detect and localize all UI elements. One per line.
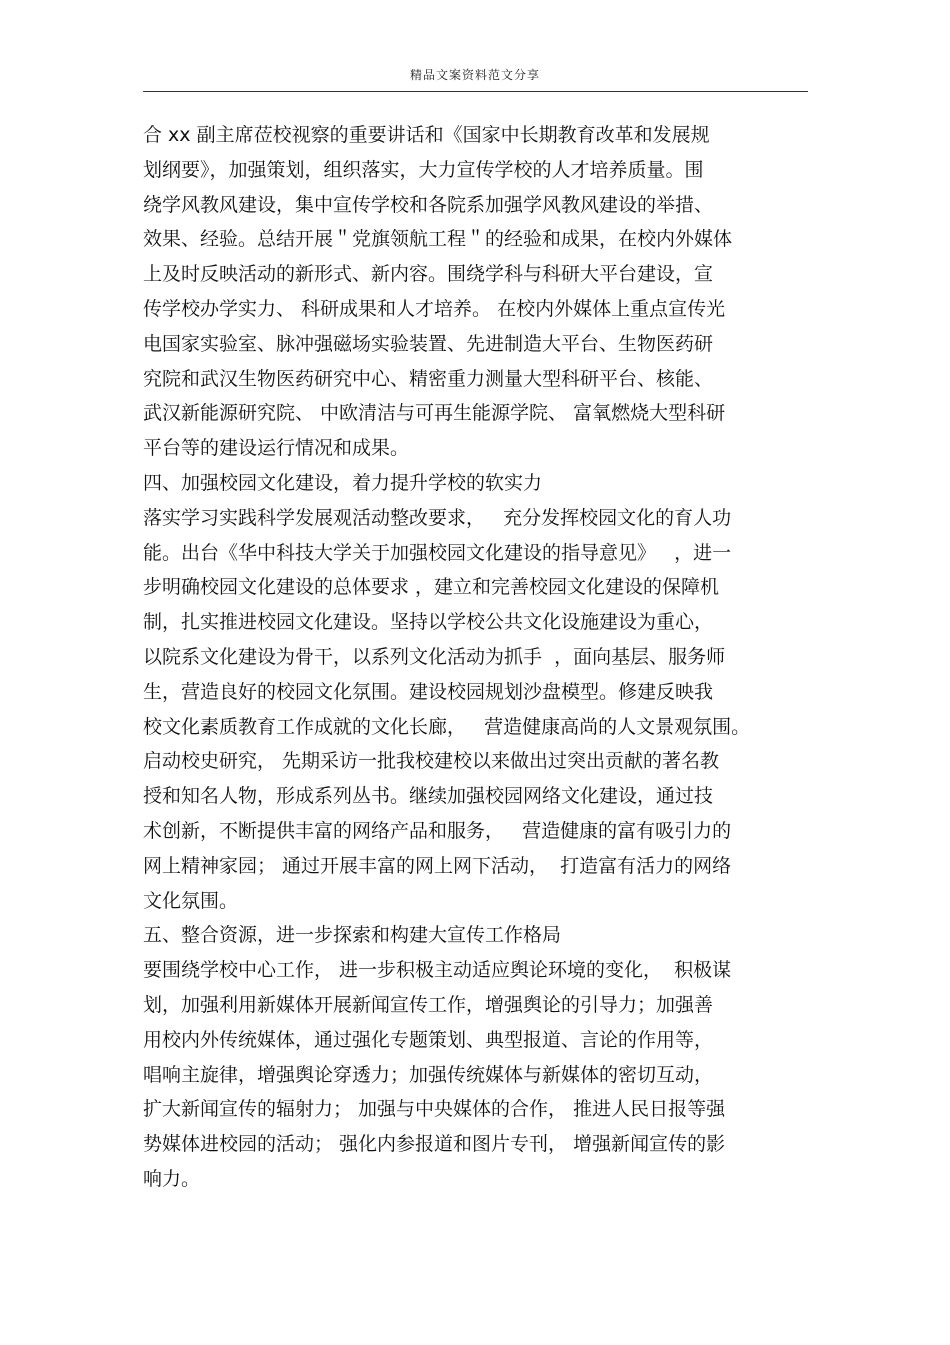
text-line: 效果、经验。总结开展＂党旗领航工程＂的经验和成果，在校内外媒体 [143, 228, 733, 251]
text-line: 扩大新闻宣传的辐射力； 加强与中央媒体的合作， 推进人民日报等强 [143, 1098, 726, 1121]
text-line: 网上精神家园； 通过开展丰富的网上网下活动， 打造富有活力的网络 [143, 854, 732, 877]
text-line: 授和知名人物，形成系列丛书。继续加强校园网络文化建设，通过技 [143, 785, 714, 808]
text-line: 启动校史研究， 先期采访一批我校建校以来做出过突出贡献的著名教 [143, 750, 720, 773]
section-heading: 五、整合资源，进一步探索和构建大宣传工作格局 [143, 924, 562, 947]
text-line: 平台等的建设运行情况和成果。 [143, 437, 410, 460]
document-body [143, 118, 813, 1197]
text-line: 上及时反映活动的新形式、新内容。围绕学科与科研大平台建设，宣 [143, 263, 714, 286]
text-line: 校文化素质教育工作成就的文化长廊， 营造健康高尚的人文景观氛围。 [143, 715, 751, 738]
text-line: 传学校办学实力、 科研成果和人才培养。 在校内外媒体上重点宣传光 [143, 297, 726, 320]
text-line: 划纲要》，加强策划，组织落实，大力宣传学校的人才培养质量。围 [143, 158, 704, 181]
section-heading: 四、加强校园文化建设，着力提升学校的软实力 [143, 471, 543, 494]
text-line: 合 xx 副主席莅校视察的重要讲话和《国家中长期教育改革和发展规 [143, 124, 710, 146]
text-line: 文化氛围。 [143, 889, 239, 912]
text-line: 以院系文化建设为骨干，以系列文化活动为抓手 ，面向基层、服务师 [143, 645, 726, 668]
text-line: 绕学风教风建设，集中宣传学校和各院系加强学风教风建设的举措、 [143, 193, 714, 216]
text-line: 电国家实验室、脉冲强磁场实验装置、先进制造大平台、生物医药研 [143, 332, 714, 355]
page-header-title: 精品文案资料范文分享 [409, 68, 540, 82]
text-line: 术创新，不断提供丰富的网络产品和服务， 营造健康的富有吸引力的 [143, 819, 732, 842]
text-line: 划，加强利用新媒体开展新闻宣传工作，增强舆论的引导力；加强善 [143, 993, 714, 1016]
header-divider [143, 91, 808, 92]
text-line: 唱响主旋律，增强舆论穿透力；加强传统媒体与新媒体的密切互动， [143, 1063, 714, 1086]
text-line: 用校内外传统媒体，通过强化专题策划、典型报道、言论的作用等， [143, 1028, 714, 1051]
text-line: 响力。 [143, 1167, 201, 1190]
text-line: 落实学习实践科学发展观活动整改要求， 充分发挥校园文化的育人功 [143, 506, 732, 529]
text-line: 步明确校园文化建设的总体要求 ，建立和完善校园文化建设的保障机 [143, 576, 720, 599]
text-line: 制，扎实推进校园文化建设。坚持以学校公共文化设施建设为重心， [143, 611, 714, 634]
text-line: 究院和武汉生物医药研究中心、精密重力测量大型科研平台、核能、 [143, 367, 714, 390]
text-line: 生，营造良好的校园文化氛围。建设校园规划沙盘模型。修建反映我 [143, 680, 714, 703]
text-line: 要围绕学校中心工作， 进一步积极主动适应舆论环境的变化， 积极谋 [143, 959, 732, 982]
text-line: 能。出台《华中科技大学关于加强校园文化建设的指导意见》 ，进一 [143, 541, 732, 564]
text-line: 势媒体进校园的活动； 强化内参报道和图片专刊， 增强新闻宣传的影 [143, 1133, 726, 1156]
text-line: 武汉新能源研究院、 中欧清洁与可再生能源学院、 富氧燃烧大型科研 [143, 402, 726, 425]
